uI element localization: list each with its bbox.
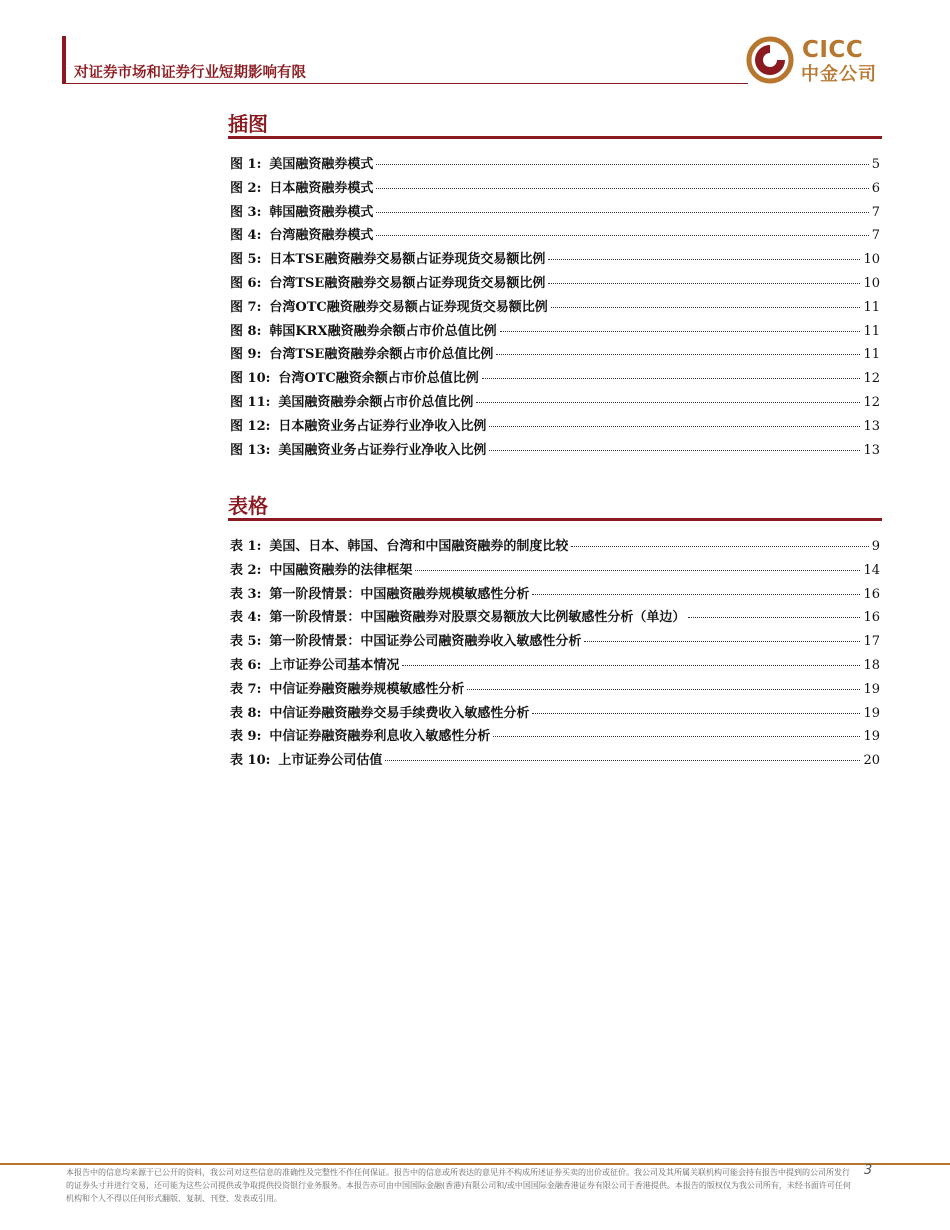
- toc-entry[interactable]: [230, 654, 880, 678]
- toc-leader-dots: [493, 736, 860, 737]
- toc-leader-dots: [476, 402, 860, 403]
- toc-leader-dots: [385, 760, 860, 761]
- toc-entry-page: 19: [863, 705, 880, 721]
- toc-entry-text: 中信证券融资融券交易手续费收入敏感性分析: [269, 705, 530, 721]
- toc-leader-dots: [551, 307, 861, 308]
- toc-entry-page: 9: [871, 539, 880, 554]
- toc-entry-page: 7: [871, 204, 880, 220]
- toc-entry[interactable]: [230, 320, 880, 344]
- toc-entry[interactable]: [230, 272, 880, 296]
- toc-entry-label: 图 8:: [230, 323, 262, 339]
- toc-entry-text: 中信证券融资融券规模敏感性分析: [269, 681, 465, 697]
- toc-entry-label: 图 2:: [230, 180, 262, 196]
- toc-entry-label: 图 9:: [230, 347, 262, 363]
- toc-leader-dots: [532, 713, 860, 714]
- toc-entry-text: 上市证券公司估值: [278, 753, 383, 769]
- toc-entry-text: 台湾TSE融资融券余额占市价总值比例: [269, 347, 494, 363]
- toc-entry[interactable]: [230, 678, 880, 702]
- toc-entry-label: 表 8:: [230, 705, 262, 721]
- toc-entry-text: 日本融资业务占证券行业净收入比例: [278, 418, 487, 434]
- toc-leader-dots: [571, 546, 868, 547]
- toc-entry-label: 表 9:: [230, 729, 262, 745]
- toc-entry-label: 图 7:: [230, 299, 262, 315]
- toc-entry[interactable]: [230, 343, 880, 367]
- toc-entry[interactable]: [230, 725, 880, 749]
- toc-entry[interactable]: [230, 177, 880, 201]
- toc-entry-text: 第一阶段情景：中国融资融券规模敏感性分析: [269, 586, 530, 602]
- toc-leader-dots: [415, 570, 860, 571]
- toc-entry-page: 10: [863, 252, 880, 268]
- toc-leader-dots: [376, 212, 868, 213]
- toc-entry-text: 第一阶段情景：中国证券公司融资融券收入敏感性分析: [269, 634, 582, 650]
- toc-leader-dots: [584, 641, 860, 642]
- toc-entry-label: 图 12:: [230, 418, 271, 434]
- toc-entry-text: 上市证券公司基本情况: [269, 657, 400, 673]
- toc-entry-label: 表 1:: [230, 539, 262, 554]
- toc-entry-text: 美国融资业务占证券行业净收入比例: [278, 442, 487, 458]
- toc-entry-text: 韩国融资融券模式: [269, 204, 374, 220]
- toc-entry-text: 美国、日本、韩国、台湾和中国融资融券的制度比较: [269, 539, 569, 554]
- toc-entry[interactable]: [230, 224, 880, 248]
- toc-entry[interactable]: [230, 749, 880, 773]
- toc-entry[interactable]: [230, 702, 880, 726]
- toc-entry-label: 图 4:: [230, 228, 262, 244]
- header-divider: [62, 83, 748, 84]
- toc-entry[interactable]: [230, 367, 880, 391]
- toc-entry-page: 19: [863, 681, 880, 697]
- toc-entry-label: 图 5:: [230, 252, 262, 268]
- toc-entry-label: 表 10:: [230, 753, 271, 769]
- toc-leader-dots: [467, 689, 860, 690]
- toc-entry-label: 表 2:: [230, 562, 262, 578]
- toc-leader-dots: [532, 594, 860, 595]
- toc-entry-text: 美国融资融券模式: [269, 157, 374, 172]
- toc-entry-page: 18: [863, 657, 880, 673]
- toc-entry-label: 图 3:: [230, 204, 262, 220]
- toc-entry[interactable]: [230, 439, 880, 463]
- toc-entry-text: 中信证券融资融券利息收入敏感性分析: [269, 729, 491, 745]
- logo-text-cn: 中金公司: [801, 64, 877, 85]
- toc-entry-text: 韩国KRX融资融券余额占市价总值比例: [269, 323, 497, 339]
- toc-entry[interactable]: [230, 535, 880, 559]
- toc-entry-label: 表 6:: [230, 657, 262, 673]
- toc-leader-dots: [548, 283, 860, 284]
- toc-entry-label: 表 7:: [230, 681, 262, 697]
- toc-entry[interactable]: [230, 559, 880, 583]
- page-number: 3: [864, 1163, 873, 1178]
- toc-leader-dots: [500, 331, 861, 332]
- toc-entry-text: 日本融资融券模式: [269, 180, 374, 196]
- figures-section-title: 插图: [228, 112, 268, 136]
- toc-entry-page: 11: [863, 347, 880, 363]
- toc-entry-text: 台湾融资融券模式: [269, 228, 374, 244]
- logo-text-en: CICC: [802, 37, 864, 63]
- toc-entry-page: 12: [863, 394, 880, 410]
- cicc-logo-icon: [746, 36, 794, 84]
- toc-entry-page: 7: [871, 228, 880, 244]
- toc-entry-text: 第一阶段情景：中国融资融券对股票交易额放大比例敏感性分析（单边）: [269, 610, 686, 626]
- toc-entry[interactable]: [230, 391, 880, 415]
- toc-entry-label: 图 10:: [230, 371, 271, 387]
- toc-entry-page: 17: [863, 634, 880, 650]
- toc-entry-text: 美国融资融券余额占市价总值比例: [278, 394, 474, 410]
- toc-entry-page: 10: [863, 275, 880, 291]
- toc-entry-text: 台湾OTC融资融券交易额占证券现货交易额比例: [269, 299, 548, 315]
- toc-leader-dots: [489, 450, 860, 451]
- toc-entry-page: 20: [863, 753, 880, 769]
- toc-entry-page: 16: [863, 586, 880, 602]
- toc-entry-label: 表 5:: [230, 634, 262, 650]
- toc-entry-text: 台湾TSE融资融券交易额占证券现货交易额比例: [269, 275, 546, 291]
- toc-entry-page: 5: [871, 157, 880, 172]
- toc-entry[interactable]: [230, 583, 880, 607]
- toc-entry-label: 图 1:: [230, 157, 262, 172]
- toc-entry[interactable]: [230, 201, 880, 225]
- tables-list: [230, 535, 880, 773]
- report-title: 对证券市场和证券行业短期影响有限: [74, 65, 306, 81]
- toc-entry-page: 11: [863, 299, 880, 315]
- toc-entry-page: 12: [863, 371, 880, 387]
- toc-leader-dots: [376, 235, 868, 236]
- toc-entry-text: 台湾OTC融资余额占市价总值比例: [278, 371, 479, 387]
- toc-entry-page: 13: [863, 418, 880, 434]
- toc-entry-text: 日本TSE融资融券交易额占证券现货交易额比例: [269, 252, 546, 268]
- toc-entry-page: 13: [863, 442, 880, 458]
- toc-entry-page: 11: [863, 323, 880, 339]
- toc-entry-page: 14: [863, 562, 880, 578]
- toc-entry[interactable]: [230, 153, 880, 177]
- toc-leader-dots: [496, 354, 860, 355]
- toc-entry-page: 16: [863, 610, 880, 626]
- toc-leader-dots: [688, 617, 860, 618]
- footer-rule: [0, 1163, 950, 1165]
- toc-entry-label: 表 4:: [230, 610, 262, 626]
- toc-leader-dots: [548, 259, 860, 260]
- footer-disclaimer: 本报告中的信息均来源于已公开的资料，我公司对这些信息的准确性及完整性不作任何保证。报告中的信息或所表达的意见并不构成所述证券买卖的出价或征价。我公司及其所属关联机构可能会持有报告中提到的公司所发行的证券头寸并进行交易，还可能为这些公司提供或争取提供投资银行业务服务。本报告亦可由中国国际金融(香港)有限公司和/或中国国际金融香港证券有限公司于香港提供。本报告的版权仅为我公司所有，未经书面许可任何机构和个人不得以任何形式翻版、复制、刊登、发表或引用。: [66, 1168, 851, 1203]
- toc-entry-label: 表 3:: [230, 586, 262, 602]
- toc-entry-text: 中国融资融券的法律框架: [269, 562, 413, 578]
- toc-entry-page: 19: [863, 729, 880, 745]
- toc-leader-dots: [376, 188, 868, 189]
- figures-list: [230, 153, 880, 462]
- toc-leader-dots: [402, 665, 860, 666]
- toc-entry[interactable]: [230, 606, 880, 630]
- toc-entry[interactable]: [230, 630, 880, 654]
- toc-entry[interactable]: [230, 415, 880, 439]
- toc-leader-dots: [376, 164, 868, 165]
- toc-entry-label: 图 6:: [230, 275, 262, 291]
- toc-leader-dots: [482, 378, 861, 379]
- header-accent-bar: [62, 36, 66, 84]
- cicc-logo: [746, 36, 896, 84]
- toc-entry-label: 图 11:: [230, 394, 271, 410]
- toc-entry[interactable]: [230, 296, 880, 320]
- figures-section-rule: [228, 136, 882, 139]
- toc-leader-dots: [489, 426, 860, 427]
- toc-entry-label: 图 13:: [230, 442, 271, 458]
- toc-entry[interactable]: [230, 248, 880, 272]
- tables-section-rule: [228, 518, 882, 521]
- tables-section-title: 表格: [228, 494, 268, 518]
- toc-entry-page: 6: [871, 180, 880, 196]
